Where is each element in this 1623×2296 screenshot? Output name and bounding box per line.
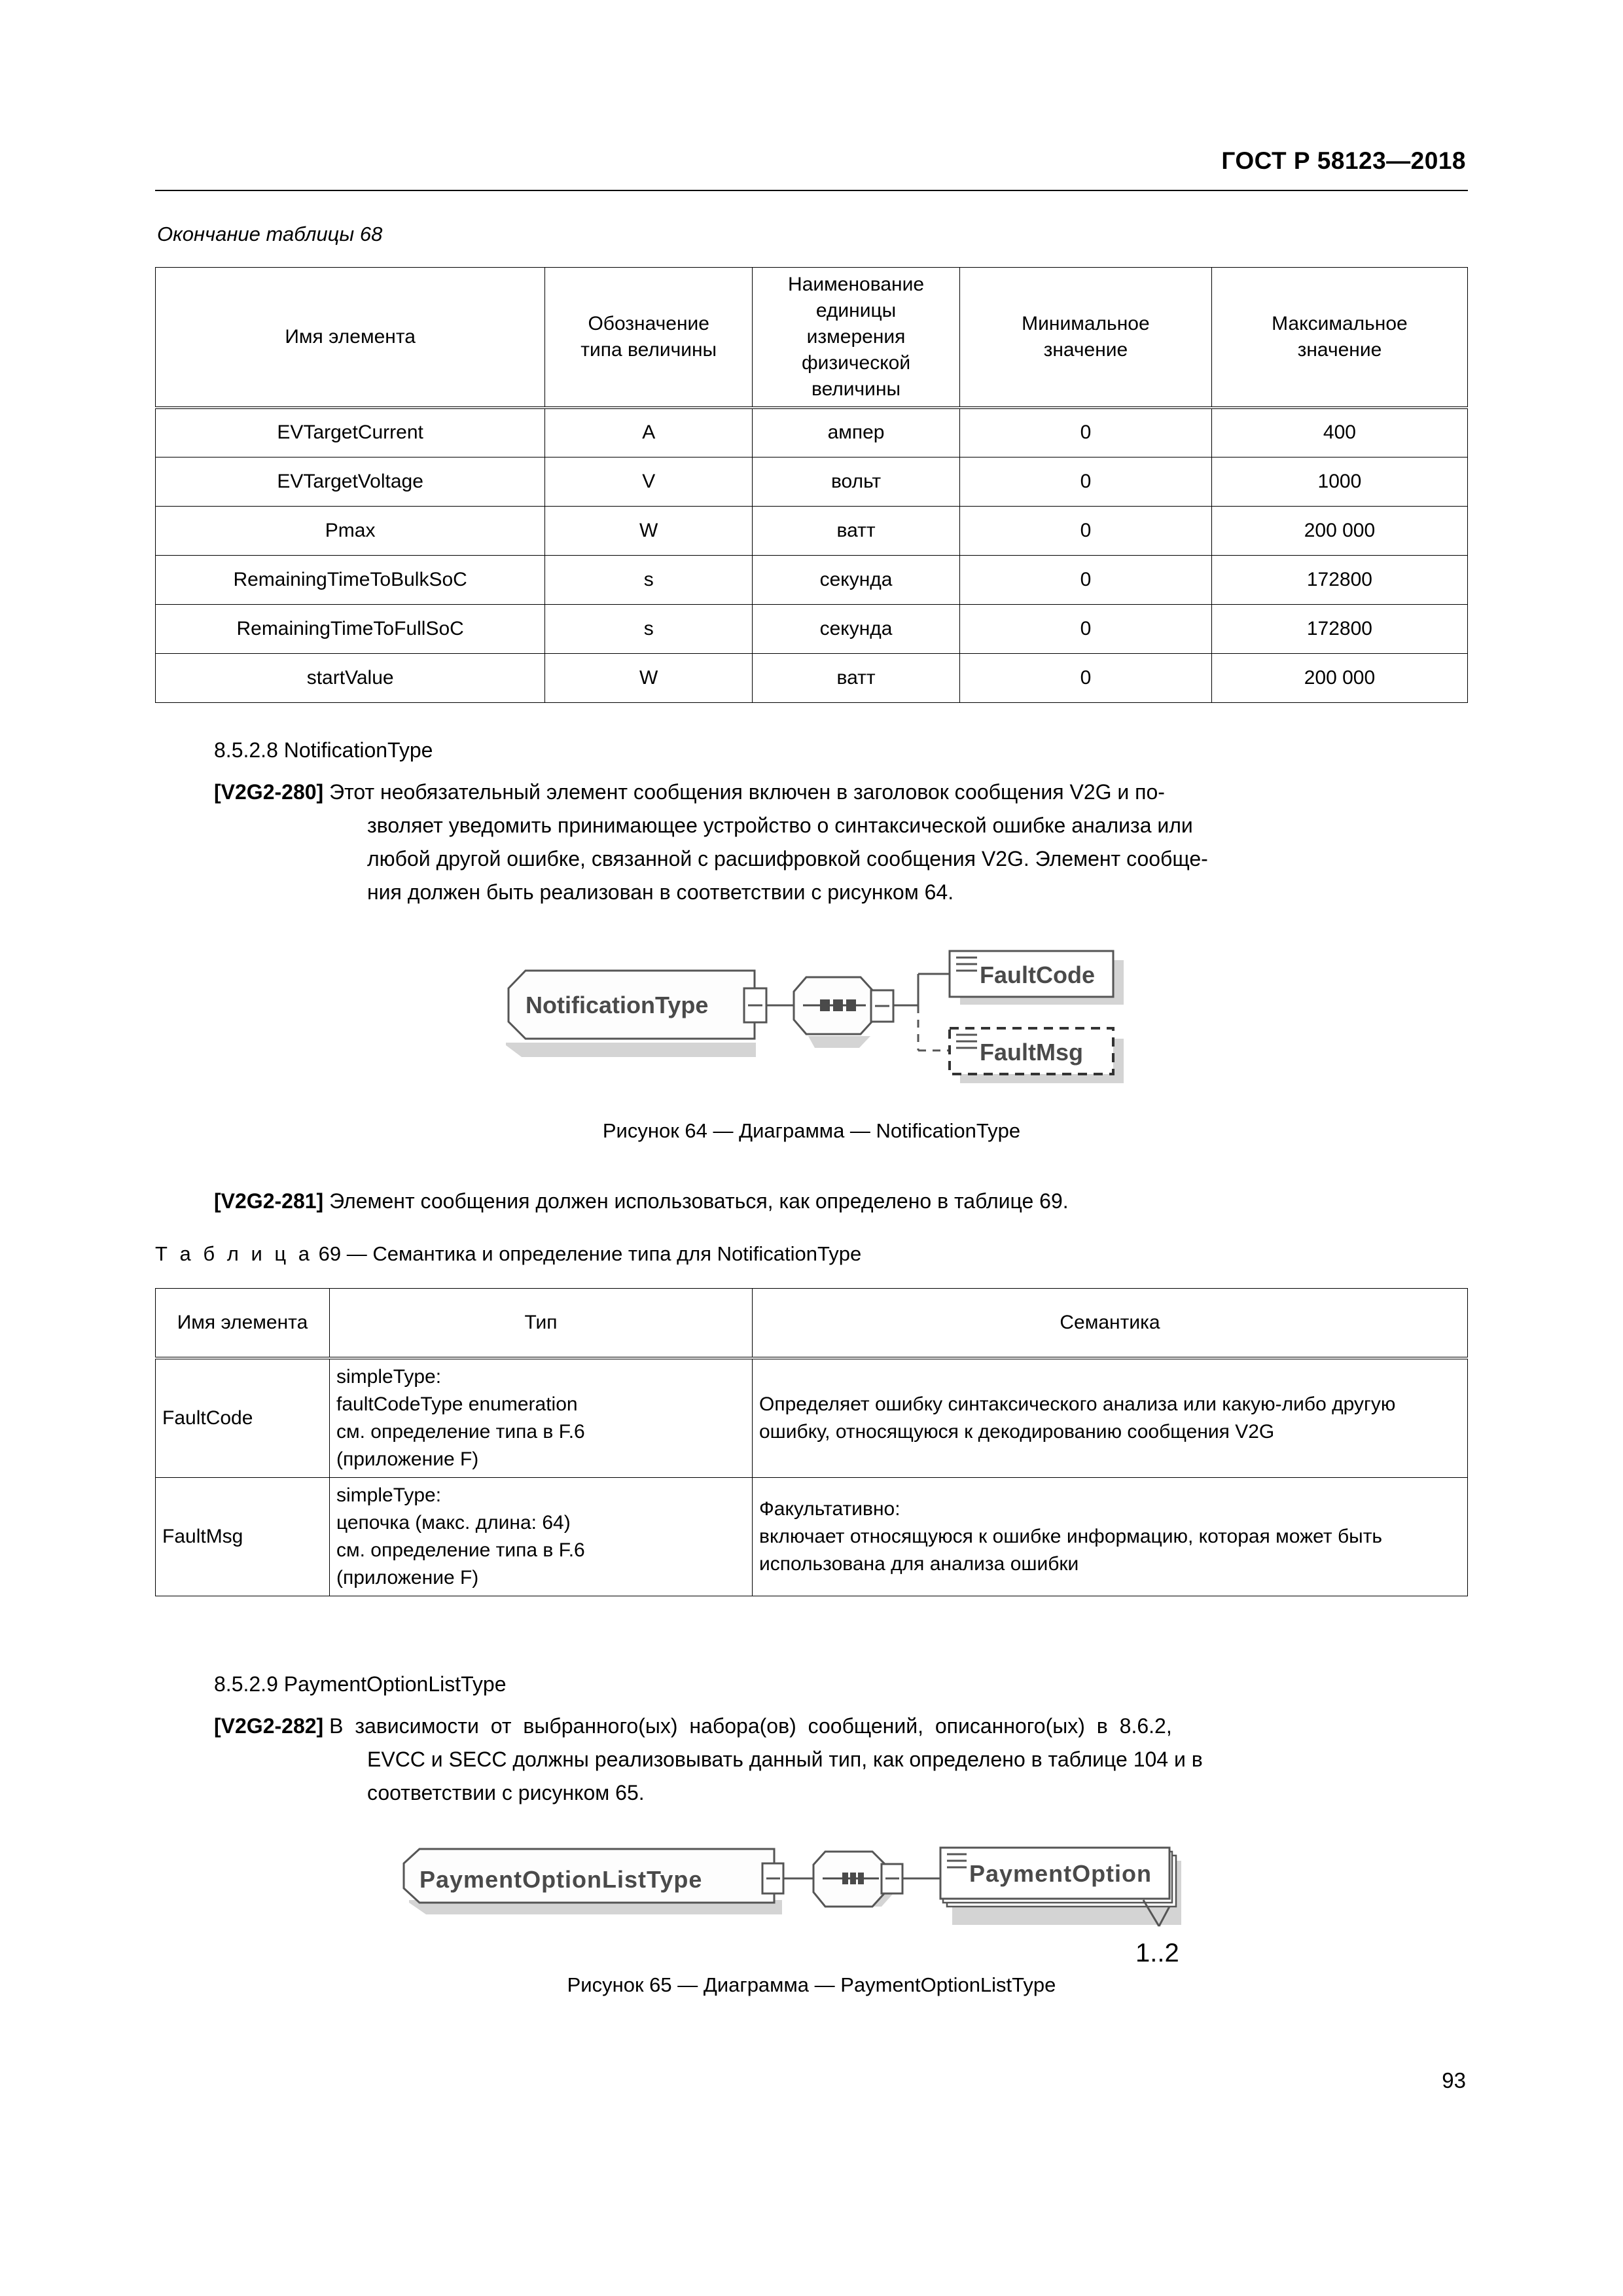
req-282-line2: EVCC и SECC должны реализовывать данный тип, как определено в таблице 104 и в (367, 1748, 1203, 1771)
req-282-line3: соответствии с рисунком 65. (367, 1781, 645, 1804)
table68-cell-unit: ампер (753, 408, 960, 457)
table68-body (156, 408, 1468, 702)
table68-col-unit: Наименование единицы измерения физической величины (753, 268, 960, 408)
table68-col-min: Минимальное значение (959, 268, 1211, 408)
figure64-root-label: NotificationType (526, 992, 709, 1018)
figure64-element-faultcode: FaultCode (980, 961, 1095, 988)
req-281-text: Элемент сообщения должен использоваться, как определено в таблице 69. (329, 1189, 1069, 1213)
requirement-v2g2-281 (214, 1185, 1464, 1218)
table68-cell-unit: ватт (753, 506, 960, 555)
figure-64-caption: Рисунок 64 — Диаграмма — NotificationType (602, 1119, 1021, 1142)
table68-cell-symbol: s (545, 604, 753, 653)
table68-cell-unit: секунда (753, 555, 960, 604)
table68-cell-name: RemainingTimeToFullSoC (156, 604, 545, 653)
table68-cell-max: 400 (1211, 408, 1467, 457)
table68-cell-min: 0 (959, 555, 1211, 604)
table69-cell-type: simpleType: faultCodeType enumeration см. определение типа в F.6 (приложение F) (330, 1358, 753, 1478)
table69-col-semantics: Семантика (753, 1289, 1468, 1359)
requirement-v2g2-282 (214, 1710, 1464, 1810)
table69-col-name: Имя элемента (156, 1289, 330, 1359)
table-row (156, 653, 1468, 702)
table68-col-name: Имя элемента (156, 268, 545, 408)
table68-cell-min: 0 (959, 408, 1211, 457)
table-row (156, 408, 1468, 457)
table69-cell-name: FaultMsg (156, 1478, 330, 1596)
table68-cell-max: 200 000 (1211, 506, 1467, 555)
document-header-standard: ГОСТ Р 58123—2018 (1221, 147, 1466, 174)
table68-cell-max: 1000 (1211, 457, 1467, 506)
figure65-cardinality: 1..2 (1135, 1939, 1179, 1967)
table-69-caption (155, 1242, 861, 1266)
table68-cell-symbol: W (545, 506, 753, 555)
table68-col-max: Максимальное значение (1211, 268, 1467, 408)
table68-cell-max: 172800 (1211, 555, 1467, 604)
table68-cell-name: EVTargetCurrent (156, 408, 545, 457)
header-rule (155, 190, 1468, 191)
figure-65-diagram (376, 1823, 1227, 1973)
table69-cell-type: simpleType: цепочка (макс. длина: 64) см. определение типа в F.6 (приложение F) (330, 1478, 753, 1596)
req-id-280: [V2G2-280] (214, 780, 324, 804)
table68-cell-unit: ватт (753, 653, 960, 702)
table68-cell-symbol: A (545, 408, 753, 457)
req-280-line1: Этот необязательный элемент сообщения включен в заголовок сообщения V2G и по- (329, 780, 1165, 804)
table68-cell-min: 0 (959, 653, 1211, 702)
figure-64-diagram (488, 926, 1168, 1090)
req-280-line4: ния должен быть реализован в соответствии с рисунком 64. (367, 880, 954, 904)
table68-cell-max: 172800 (1211, 604, 1467, 653)
table69-body (156, 1358, 1468, 1596)
table68-cell-min: 0 (959, 457, 1211, 506)
req-id-282: [V2G2-282] (214, 1714, 324, 1738)
table68-cell-max: 200 000 (1211, 653, 1467, 702)
table69-cell-name: FaultCode (156, 1358, 330, 1478)
table68-col-symbol: Обозначение типа величины (545, 268, 753, 408)
req-282-line1: В зависимости от выбранного(ых) набора(ов) сообщений, описанного(ых) в 8.6.2, (329, 1714, 1172, 1738)
table-row (156, 555, 1468, 604)
table68-cell-symbol: V (545, 457, 753, 506)
table-row (156, 1478, 1468, 1596)
table69-col-type: Тип (330, 1289, 753, 1359)
table68-cell-min: 0 (959, 506, 1211, 555)
figure65-root-label: PaymentOptionListType (419, 1866, 703, 1893)
section-8529-heading: 8.5.2.9 PaymentOptionListType (214, 1672, 507, 1696)
table68-header-row (156, 268, 1468, 408)
req-280-line3: любой другой ошибке, связанной с расшифровкой сообщения V2G. Элемент сообще- (367, 847, 1208, 870)
table68-cell-unit: секунда (753, 604, 960, 653)
req-id-281: [V2G2-281] (214, 1189, 324, 1213)
table68-cell-name: EVTargetVoltage (156, 457, 545, 506)
table-69-caption-label: Т а б л и ц а (155, 1242, 313, 1265)
table-row (156, 506, 1468, 555)
table68-cell-name: RemainingTimeToBulkSoC (156, 555, 545, 604)
table68-cell-min: 0 (959, 604, 1211, 653)
figure-65-caption: Рисунок 65 — Диаграмма — PaymentOptionListType (567, 1973, 1056, 1996)
figure64-element-faultmsg: FaultMsg (980, 1039, 1083, 1066)
table-69-caption-rest: 69 — Семантика и определение типа для NotificationType (318, 1242, 862, 1265)
table69-header-row (156, 1289, 1468, 1359)
table69-cell-semantics: Определяет ошибку синтаксического анализа или какую-либо другую ошибку, относящуюся к декодированию сообщения V2G (753, 1358, 1468, 1478)
table68-cell-symbol: s (545, 555, 753, 604)
table68-cell-unit: вольт (753, 457, 960, 506)
table68-cell-symbol: W (545, 653, 753, 702)
table68-cell-name: Pmax (156, 506, 545, 555)
section-8528-heading: 8.5.2.8 NotificationType (214, 738, 433, 762)
table-row (156, 457, 1468, 506)
table-row (156, 604, 1468, 653)
table68-continuation-caption: Окончание таблицы 68 (157, 223, 383, 245)
table-68 (155, 267, 1468, 703)
table-69 (155, 1288, 1468, 1596)
table-row (156, 1358, 1468, 1478)
page-number: 93 (1442, 2068, 1466, 2092)
req-280-line2: зволяет уведомить принимающее устройство о синтаксической ошибке анализа или (367, 814, 1193, 837)
requirement-v2g2-280 (214, 776, 1464, 909)
figure65-element-label: PaymentOption (969, 1860, 1152, 1887)
table68-cell-name: startValue (156, 653, 545, 702)
table69-cell-semantics: Факультативно: включает относящуюся к ошибке информацию, которая может быть использована для анализа ошибки (753, 1478, 1468, 1596)
